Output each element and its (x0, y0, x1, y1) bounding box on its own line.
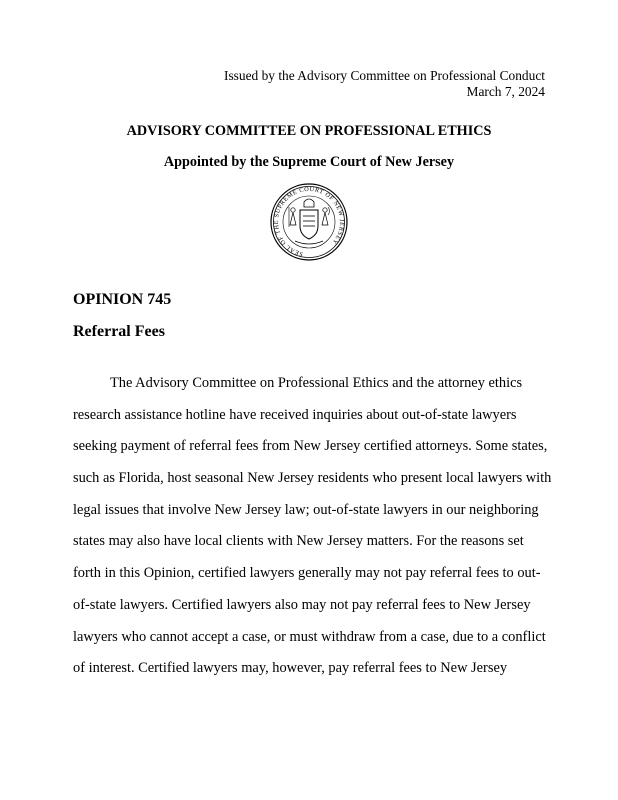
appointed-by-subheading: Appointed by the Supreme Court of New Jersey (163, 154, 455, 170)
body-line: lawyers who cannot accept a case, or must withdraw from a case, due to a conflict (73, 628, 546, 645)
opinion-title: Referral Fees (73, 323, 165, 340)
body-line: seeking payment of referral fees from New Jersey certified attorneys. Some states, (73, 438, 548, 455)
body-line: such as Florida, host seasonal New Jersey residents who present local lawyers with (73, 470, 552, 487)
seal-text: SEAL OF THE SUPREME COURT OF NEW JERSEY (273, 185, 346, 258)
nj-supreme-court-seal-icon (264, 183, 354, 263)
opinion-body (73, 374, 553, 691)
issue-date: March 7, 2024 (466, 83, 545, 99)
body-line: of interest. Certified lawyers may, however, pay referral fees to New Jersey (73, 660, 508, 677)
body-line: The Advisory Committee on Professional Ethics and the attorney ethics (110, 375, 523, 391)
body-line: legal issues that involve New Jersey law; out-of-state lawyers in our neighboring (73, 501, 539, 518)
body-line: research assistance hotline have received inquiries about out-of-state lawyers (73, 406, 517, 423)
issued-by-block (224, 68, 545, 99)
issued-by-line: Issued by the Advisory Committee on Professional Conduct (224, 68, 545, 83)
committee-heading: ADVISORY COMMITTEE ON PROFESSIONAL ETHICS (126, 123, 492, 139)
body-line: of-state lawyers. Certified lawyers also may not pay referral fees to New Jersey (73, 596, 531, 613)
body-line: forth in this Opinion, certified lawyers generally may not pay referral fees to out- (73, 565, 541, 582)
body-line: states may also have local clients with New Jersey matters. For the reasons set (73, 533, 524, 550)
opinion-number: OPINION 745 (73, 291, 172, 308)
